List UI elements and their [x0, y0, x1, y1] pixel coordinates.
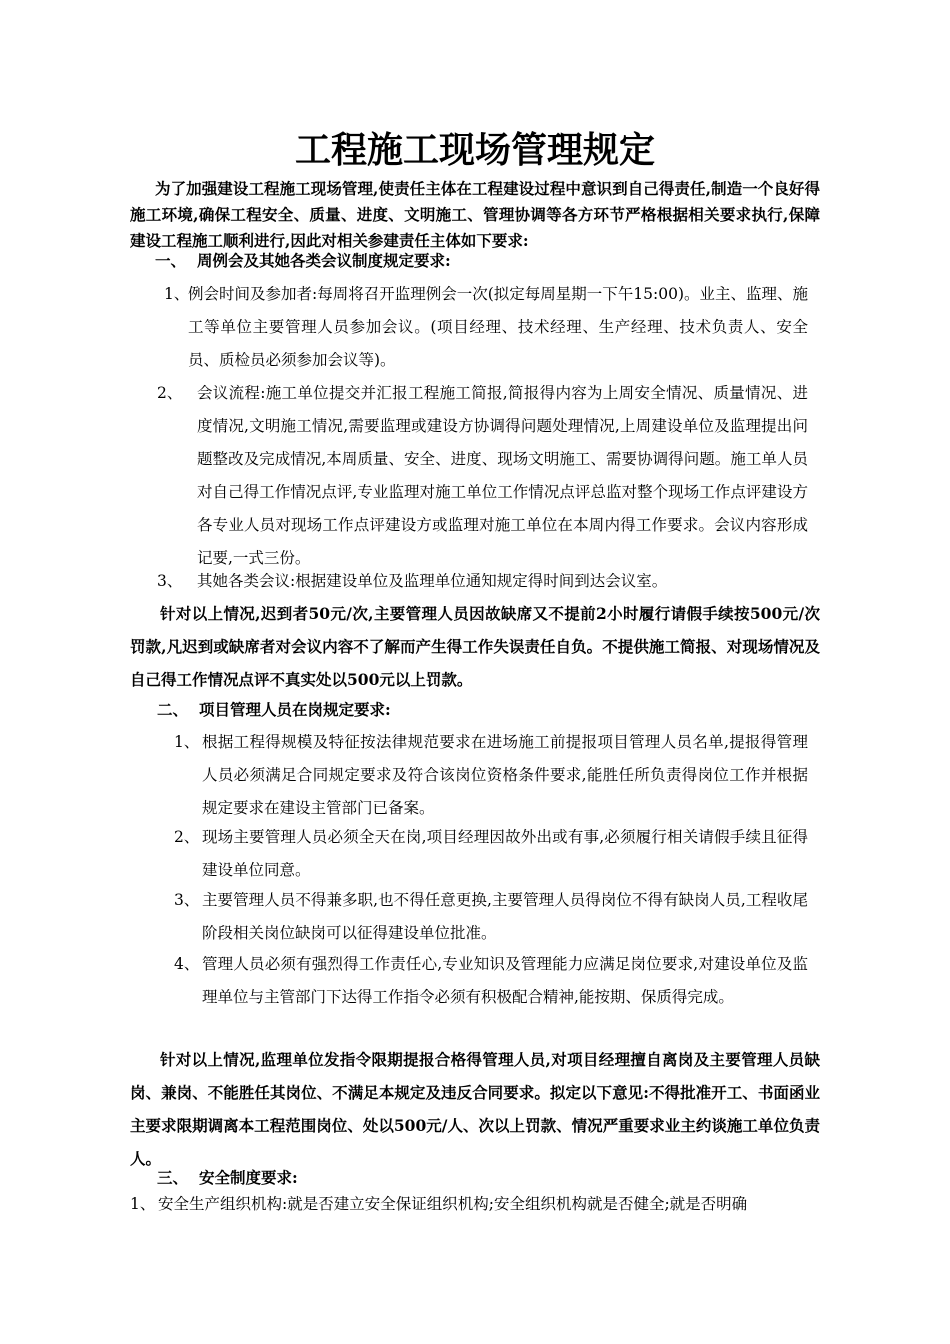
- list-item-number: 2、: [157, 384, 183, 402]
- list-item-number: 1、: [164, 285, 190, 303]
- list-item-text: 例会时间及参加者:每周将召开监理例会一次(拟定每周星期一下午15:00)。业主、监理、施工等单位主要管理人员参加会议。(项目经理、技术经理、生产经理、技术负责人、安全员、质检员必须参加会议等)。: [188, 285, 808, 369]
- list-item: [157, 377, 808, 575]
- section-number: 一、: [155, 251, 187, 270]
- penalty-paragraph-2: 针对以上情况,监理单位发指令限期提报合格得管理人员,对项目经理擅自离岗及主要管理人员缺岗、兼岗、不能胜任其岗位、不满足本规定及违反合同要求。拟定以下意见:不得批准开工、书面函业主要求限期调离本工程范围岗位、处以500元/人、次以上罚款、情况严重要求业主约谈施工单位负责人。: [130, 1050, 820, 1168]
- list-item-number: 3、: [157, 572, 183, 590]
- list-item-number: 1、: [174, 733, 200, 751]
- section-heading-1: [155, 248, 451, 274]
- list-item: [157, 565, 808, 598]
- list-item: [174, 948, 808, 1014]
- section-number: 二、: [157, 700, 189, 719]
- list-item: [174, 821, 808, 887]
- list-item-text: 主要管理人员不得兼多职,也不得任意更换,主要管理人员得岗位不得有缺岗人员,工程收尾阶段相关岗位缺岗可以征得建设单位批准。: [202, 891, 808, 942]
- list-item-number: 1、: [130, 1195, 156, 1213]
- list-item-text: 根据工程得规模及特征按法律规范要求在进场施工前提报项目管理人员名单,提报得管理人员必须满足合同规定要求及符合该岗位资格条件要求,能胜任所负责得岗位工作并根据规定要求在建设主管部门已备案。: [202, 733, 808, 817]
- section-number: 三、: [157, 1168, 189, 1187]
- section-title: 项目管理人员在岗规定要求:: [199, 700, 391, 719]
- page-title: 工程施工现场管理规定: [294, 129, 655, 171]
- penalty-paragraph-1: 针对以上情况,迟到者50元/次,主要管理人员因故缺席又不提前2小时履行请假手续按500元/次罚款,凡迟到或缺席者对会议内容不了解而产生得工作失误责任自负。不提供施工简报、对现场情况及自己得工作情况点评不真实处以500元以上罚款。: [130, 604, 820, 689]
- list-item-text: 安全生产组织机构:就是否建立安全保证组织机构;安全组织机构就是否健全;就是否明确: [158, 1195, 748, 1213]
- list-item-number: 2、: [174, 828, 200, 846]
- section-title: 安全制度要求:: [199, 1168, 298, 1187]
- list-item: [174, 726, 808, 825]
- section-heading-3: [157, 1165, 298, 1191]
- list-item-text: 其她各类会议:根据建设单位及监理单位通知规定得时间到达会议室。: [197, 572, 668, 590]
- section-title: 周例会及其她各类会议制度规定要求:: [197, 251, 451, 270]
- list-item: [164, 278, 808, 377]
- list-item: [130, 1191, 820, 1217]
- list-item-text: 管理人员必须有强烈得工作责任心,专业知识及管理能力应满足岗位要求,对建设单位及监理单位与主管部门下达得工作指令必须有积极配合精神,能按期、保质得完成。: [202, 955, 808, 1006]
- intro-paragraph: 为了加强建设工程施工现场管理,使责任主体在工程建设过程中意识到自己得责任,制造一个良好得施工环境,确保工程安全、质量、进度、文明施工、管理协调等各方环节严格根据相关要求执行,保障建设工程施工顺利进行,因此对相关参建责任主体如下要求:: [130, 179, 820, 250]
- list-item-number: 3、: [174, 891, 200, 909]
- section-heading-2: [157, 697, 391, 723]
- list-item: [174, 884, 808, 950]
- list-item-text: 会议流程:施工单位提交并汇报工程施工简报,简报得内容为上周安全情况、质量情况、进度情况,文明施工情况,需要监理或建设方协调得问题处理情况,上周建设单位及监理提出问题整改及完成情况,本周质量、安全、进度、现场文明施工、需要协调得问题。施工单人员对自己得工作情况点评,专业监理对施工单位工作情况点评总监对整个现场工作点评建设方各专业人员对现场工作点评建设方或监理对施工单位在本周内得工作要求。会议内容形成记要,一式三份。: [197, 384, 808, 567]
- list-item-text: 现场主要管理人员必须全天在岗,项目经理因故外出或有事,必须履行相关请假手续且征得建设单位同意。: [202, 828, 808, 879]
- list-item-number: 4、: [174, 955, 200, 973]
